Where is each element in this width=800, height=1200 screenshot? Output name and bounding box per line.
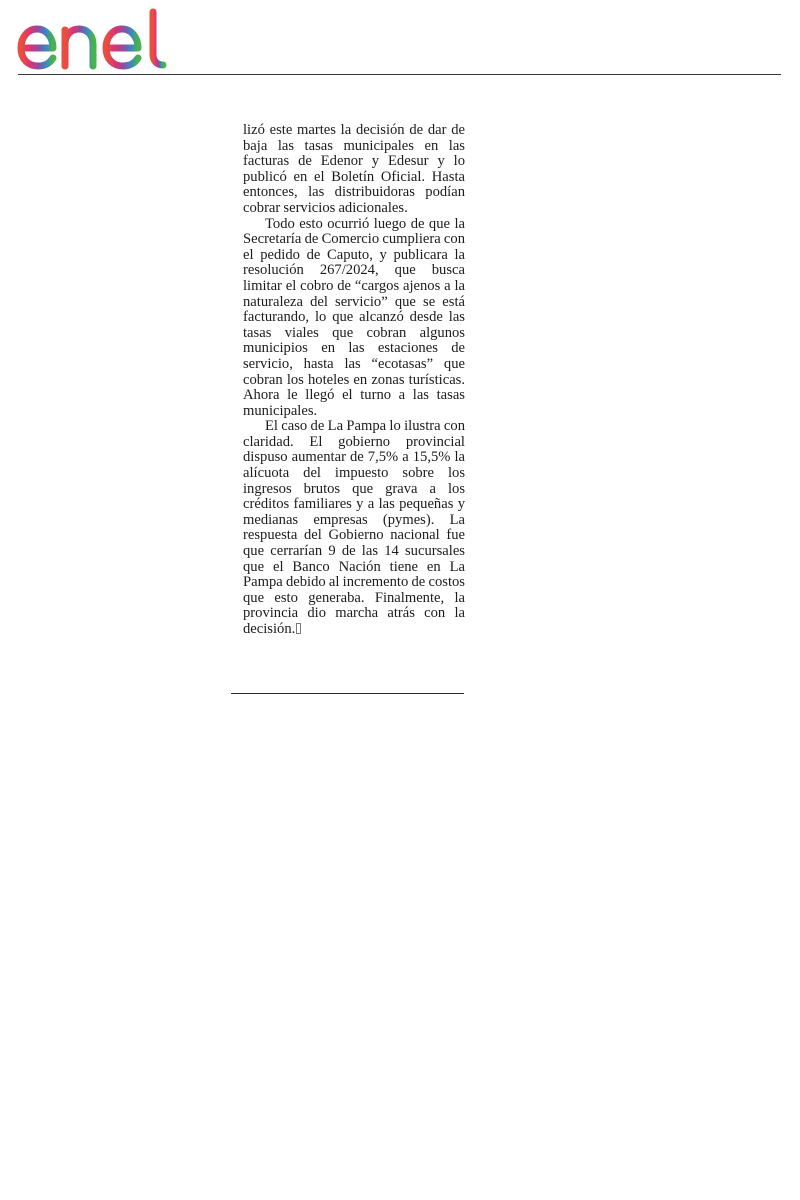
article-end-divider	[231, 693, 464, 694]
article-paragraph-1: lizó este martes la decisión de dar de baja las tasas municipales en las facturas de Edenor y Edesur y lo publicó en el Boletín Oficial. Hasta entonces, las distribuidoras podían cobrar servicios adicionales.	[243, 122, 465, 216]
article-paragraph-2: Todo esto ocurrió luego de que la Secretaría de Comercio cumpliera con el pedido de Caputo, y publicara la resolución 267/2024, que busca limitar el cobro de “cargos ajenos a la naturaleza del servicio” que se está facturando, lo que alcanzó desde las tasas viales que cobran algunos municipios en las estaciones de servicio, hasta las “ecotasas” que cobran los hoteles en zonas turísticas. Ahora le llegó el turno a las tasas municipales.	[243, 215, 465, 419]
article-paragraph-3	[243, 419, 465, 637]
page-header	[0, 0, 800, 80]
header-divider	[18, 74, 781, 75]
article-paragraph-3-text: El caso de La Pampa lo ilustra con claridad. El gobierno provincial dispuso aumentar de 7,5% a 15,5% la alícuota del impuesto sobre los ingresos brutos que grava a los créditos familiares y a las pequeñas y medianas empresas (pymes). La respuesta del Gobierno nacional fue que cerrarían 9 de las 14 sucursales que el Banco Nación tiene en La Pampa debido al incremento de costos que esto generaba. Finalmente, la provincia dio marcha atrás con la decisión.	[243, 418, 465, 637]
end-of-article-icon	[296, 623, 301, 634]
news-article	[243, 123, 465, 638]
enel-logo	[16, 8, 181, 70]
